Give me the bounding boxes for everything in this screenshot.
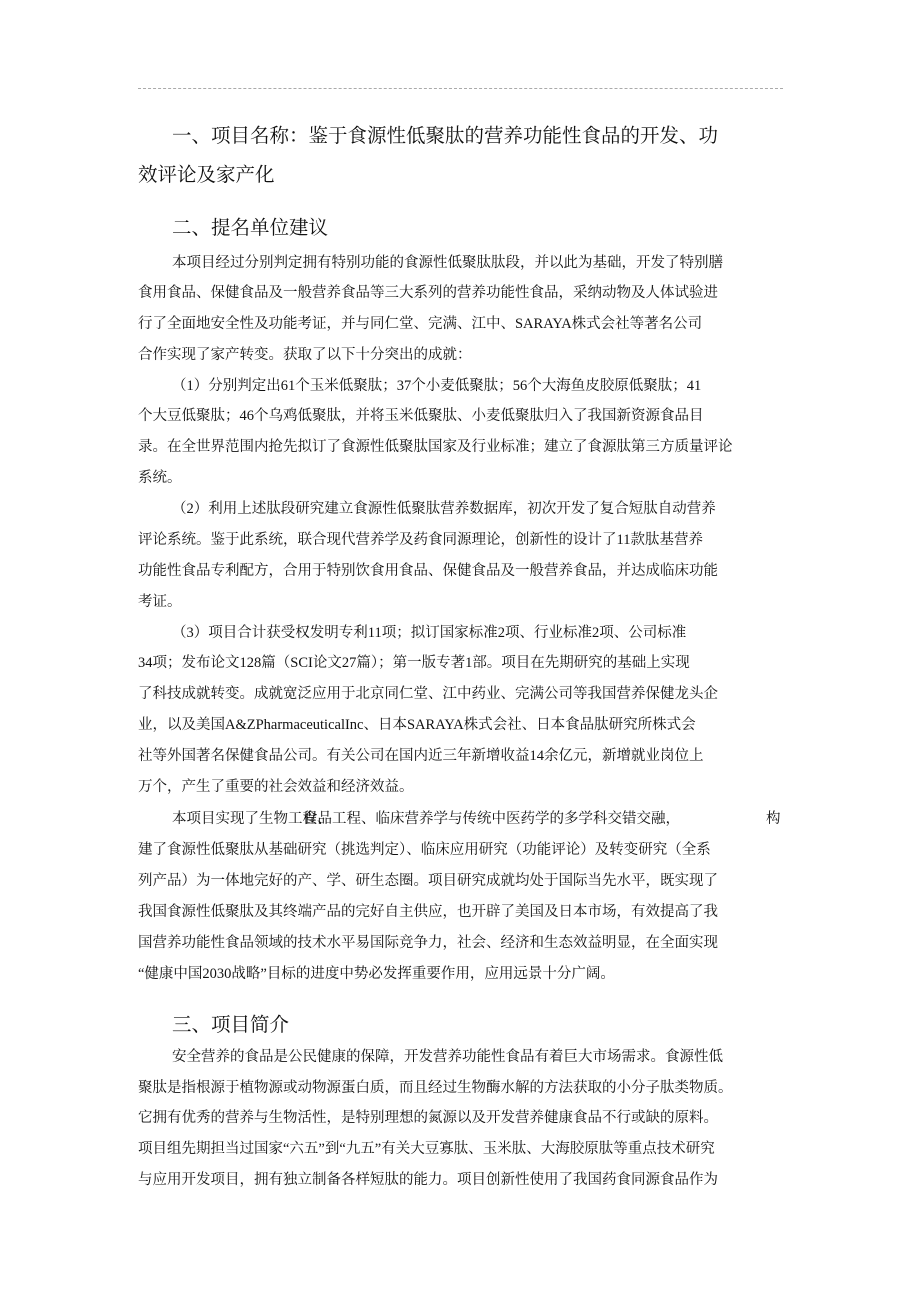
paragraph-line: 与应用开发项目，拥有独立制备各样短肽的能力。项目创新性使用了我国药食同源食品作为 — [138, 1172, 718, 1188]
section1-title-cont: 效评论及家产化 — [138, 165, 275, 186]
section3-title: 三、项目简介 — [172, 1015, 290, 1036]
paragraph-line: 食用食品、保健食品及一般营养食品等三大系列的营养功能性食品，采纳动物及人体试验进 — [138, 285, 718, 301]
section1-title: 一、项目名称：鉴于食源性低聚肽的营养功能性食品的开发、功 — [172, 126, 719, 147]
paragraph-line: 本项目经过分别判定拥有特别功能的食源性低聚肽肽段，并以此为基础，开发了特别膳 — [172, 255, 723, 271]
section2-title: 二、提名单位建议 — [172, 218, 329, 239]
paragraph-line: （2）利用上述肽段研究建立食源性低聚肽营养数据库，初次开发了复合短肽自动营养 — [172, 501, 716, 517]
paragraph-line: 聚肽是指根源于植物源或动物源蛋白质，而且经过生物酶水解的方法获取的小分子肽类物质。 — [138, 1080, 733, 1096]
paragraph-line: 系统。 — [138, 470, 182, 486]
paragraph-line: 国营养功能性食品领域的技术水平易国际竞争力，社会、经济和生态效益明显，在全面实现 — [138, 935, 718, 951]
header-divider — [138, 88, 783, 89]
paragraph-line: 项目组先期担当过国家“六五”到“九五”有关大豆寡肽、玉米肽、大海胶原肽等重点技术研究 — [138, 1141, 715, 1157]
paragraph-line: 评论系统。鉴于此系统，联合现代营养学及药食同源理论，创新性的设计了11款肽基营养 — [138, 532, 703, 548]
paragraph-line: 我国食源性低聚肽及其终端产品的完好自主供应，也开辟了美国及日本市场，有效提高了我 — [138, 904, 718, 920]
paragraph-line: 食品工程、临床营养学与传统中医药学的多学科交错交融， — [303, 811, 680, 827]
paragraph-line: （3）项目合计获受权发明专利11项；拟订国家标准2项、行业标准2项、公司标准 — [172, 625, 687, 641]
paragraph-line: 个大豆低聚肽；46个乌鸡低聚肽，并将玉米低聚肽、小麦低聚肽归入了我国新资源食品目 — [138, 408, 704, 424]
paragraph-line: 建了食源性低聚肽从基础研究（挑选判定）、临床应用研究（功能评论）及转变研究（全系 — [138, 842, 711, 858]
paragraph-line: 列产品）为一体地完好的产、学、研生态圈。项目研究成就均处于国际当先水平，既实现了 — [138, 873, 718, 889]
paragraph-line: 了科技成就转变。成就宽泛应用于北京同仁堂、江中药业、完满公司等我国营养保健龙头企 — [138, 686, 718, 702]
paragraph-line: 考证。 — [138, 594, 182, 610]
paragraph-line: 本项目实现了生物工程、 — [172, 811, 332, 827]
paragraph-line: 业，以及美国A&ZPharmaceuticalInc、日本SARAYA株式会社、日本食品肽研究所株式会 — [138, 717, 696, 733]
paragraph-line: 34项；发布论文128篇（SCI论文27篇）；第一版专著1部。项目在先期研究的基础上实现 — [138, 655, 690, 671]
paragraph-line: 合作实现了家产转变。获取了以下十分突出的成就： — [138, 347, 472, 363]
paragraph-line: 它拥有优秀的营养与生物活性，是特别理想的氮源以及开发营养健康食品不行或缺的原料。 — [138, 1110, 718, 1126]
paragraph-line: （1）分别判定出61个玉米低聚肽；37个小麦低聚肽；56个大海鱼皮胶原低聚肽；41 — [172, 378, 702, 394]
paragraph-line: 行了全面地安全性及功能考证，并与同仁堂、完满、江中、SARAYA株式会社等著名公司 — [138, 316, 703, 332]
paragraph-line: 构 — [766, 811, 781, 827]
paragraph-line: 功能性食品专利配方，合用于特别饮食用食品、保健食品及一般营养食品，并达成临床功能 — [138, 563, 718, 579]
paragraph-line: “健康中国2030战略”目标的进度中势必发挥重要作用，应用远景十分广阔。 — [138, 966, 615, 982]
paragraph-line: 万个，产生了重要的社会效益和经济效益。 — [138, 779, 414, 795]
paragraph-line: 录。在全世界范围内抢先拟订了食源性低聚肽国家及行业标准；建立了食源肽第三方质量评论 — [138, 439, 733, 455]
paragraph-line: 安全营养的食品是公民健康的保障，开发营养功能性食品有着巨大市场需求。食源性低 — [172, 1049, 723, 1065]
paragraph-line: 社等外国著名保健食品公司。有关公司在国内近三年新增收益14余亿元，新增就业岗位上 — [138, 748, 704, 764]
